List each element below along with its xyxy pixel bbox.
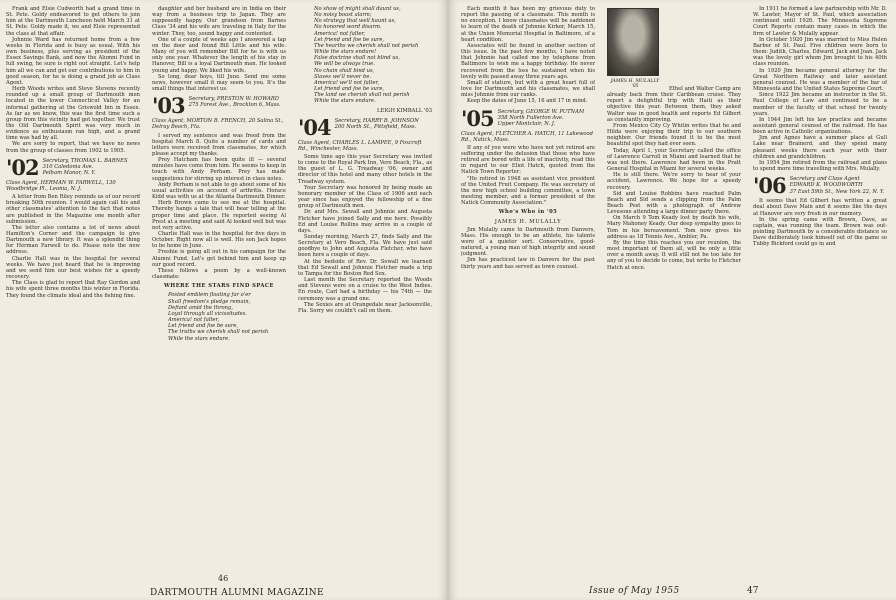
paragraph: Herb Woods writes and Steve Stevens recently rounded up a small group of Dartmouth men located in the lower Connecticut Valley for an informal gathering at the Griswold Inn in Essex. As far as we know, this was the first time such a group from this vicinity had got together. We trust the Old Dartmouth Spirit was very much in evidence as enthusiasm ran high, and a grand time was had by all. [6,86,140,142]
poem-line: The truths we cherish shall not perish [168,329,269,336]
paragraph: Each month it has been my grievous duty to report the passing of a classmate. This month is no exception. I know classmates will be saddened to learn of the death of Johnnie Kirker, March 15, at the Union Memorial Hospital in Baltimore, of a heart condition. [461,6,595,43]
paragraph: Keep the dates of June 15, 16 and 17 in mind. [467,98,588,105]
poem-line: America! not falter, [168,317,220,324]
paragraph: Ethel and Walter Camp are already back from their Caribbean cruise. They report a delightful trip with Haiti as their objective this year. Between them, they asked Walter was in good health and reports Ed Gilbert as constantly improving. [607,86,741,123]
secretary-name: Secretary, PRESTON W. HOWARD [188,96,279,103]
paragraph: Associates will be found in another section of this issue. In the past few months, I have noted that Johnnie had called me by telephone from Baltimore to wish me a happy birthday. He never recovered from the loss he sustained when his lovely wife passed away three years ago. [461,42,595,80]
paragraph: The letter also contains a lot of news about Hamilton's Corner and the campaign to give Dartmouth a new library. It was a splendid thing for Herman Farwell to do. Please note the new address. [6,224,140,256]
photo-caption: JAMES H. MULALLY '05 [610,79,660,89]
poem-line: We will be always true. [314,61,375,68]
poem-line: No chain shall bind us, [314,67,375,74]
paragraph: Your Secretary was honored by being made an honorary member of the Class of 1906 and each year since has enjoyed the fellowship of a fine group of Dartmouth men. [298,184,432,210]
secretary-name: Secretary, HARRY B. JOHNSON [334,117,419,124]
photo-block [607,6,741,89]
left-column-3 [298,6,432,566]
poem-line: America! not falter, [314,30,366,37]
class-agent: Class Agent, FLETCHER A. HATCH, 11 Lakewood Rd., Natick, Mass. [461,130,593,143]
paragraph: Johnnie Ward has returned home from a few weeks in Florida and is busy as usual. With his own business, plus serving as president of the Essex Savings Bank, and now the Alumni Fund in full swing, he sure is right out straight. Let's help him all we can and get our contributions to him in good season, for he is doing a grand job as Class Agent. [6,36,140,86]
paragraph: Freshie is going all out in his campaign for the Alumni Fund. Let's get behind him and keep up our good record. [152,249,286,268]
issue-date: Issue of May 1955 [589,586,680,596]
paragraph: Andy Perham is not able to go about some of his usual activities on account of arthritis. Horace Kidd was with us at the Atlanta Dartmouth Dinner. [152,181,286,201]
class-heading-1904 [298,114,432,140]
paragraph: "He retired in 1948 as assistant vice president of the United Fruit Company. He was secretary of the new high school building committee, a town meeting member, and a former president of the Natick Community Association." [461,175,595,207]
paragraph: In 1954 Jim retired from the railroad and plans to spend more time travelling with Mrs. Mulally. [753,159,887,173]
right-page [449,0,896,600]
paragraph: Jim Mulally came to Dartmouth from Danvers, Mass. His enough to be an athlete, his talents were of a quieter sort. Conservative, good-natured, a young man of high integrity and sound judgment. [461,226,595,258]
paragraph: Prey Hatcham has been quite ill — several minutes have come from him. He seems to keep in touch with Andy Perham. Prey has made suggestions for stirring up interest in class notes. [152,157,286,182]
secretary-address: Upper Montclair, N. J. [497,120,556,127]
paragraph: He is still there. We're sorry to hear of your accident, Lawrence. We hope for a speedy recovery. [607,172,741,191]
poem-line: Slaves we'll never be. [314,73,372,80]
paragraph: So long, dear boys, till June. Send me some news, however small it may seem to you. It's the small things that interest us. [152,73,286,93]
paragraph: Charlie Hall was in the hospital for several weeks. We have just heard that he is improving and we send him our best wishes for a speedy recovery. [6,255,140,281]
class-year: '03 [152,93,185,119]
class-year: '04 [298,114,331,140]
poem-line: Loyal through all vicissitudes. [168,310,247,317]
left-column-1 [6,6,140,566]
paragraph: Jim has practiced law in Danvers for the past thirty years and has served as town counsel. [461,257,595,270]
secretary-address: 358 North Fullerton Ave. [497,114,564,121]
paragraph: In the spring came with Brown, Dave, as captain, was running the team. Brown was out-pointing Dartmouth by a considerable distance so Dave deliberately took himself out of the game so Tubby Bickford could go in and [753,216,887,248]
poem-line: Shall freedom's pledge remain, [168,298,251,305]
left-column-2 [152,6,286,566]
paragraph: Last month the Secretary reported the Woods and Stevens were on a cruise to the West Indies. En route, Carl had a birthday — his 74th — the ceremony was a grand one. [298,277,432,302]
right-column-2 [607,6,741,566]
poem-line: Let friend and foe be sure, [314,36,385,43]
poem-line: The hearths we cherish shall not perish [314,42,419,49]
paragraph: It seems that Ed Gilbert has written a great deal about Dave Main and it seems like the days at Hanover are very fresh in our memory. [753,198,887,217]
poem-line: False doctrine shall not blind us, [314,55,400,62]
paragraph: Charlie Hall was in the hospital for five days in October. Right now all is well. His son Jack hopes to be home in June. [152,231,286,250]
whos-who-name: JAMES H. MULALLY [494,218,562,225]
poem-author: LEIGH KIMBALL '03 [377,107,432,114]
paragraph: Dr. and Mrs. Sewall and Johnnie and Augusta Fletcher have joined Sally and me here. Possibly Ed and Louise Rollins may arrive in a couple of days. [298,209,432,234]
poem-line: While the stars endure. [314,98,376,105]
class-agent: Class Agent, MORTON B. FRENCH, 20 Salina St., Delray Beach, Fla. [152,118,284,131]
paragraph: In 1911 he formed a law partnership with Mr. D. W. Lawler, Mayor of St. Paul, which association continued until 1926. The Minnesota Supreme Court Reports contain many cases in which the firm of Lawler & Mulally appear. [753,6,887,37]
secretary-address: 37 East 59th St., New York 22, N. Y. [789,188,885,195]
paragraph: If any of you were who have not yet retired are suffering under the delusion that those who have retired are bored with a life of inactivity, read this in regard to our Eliot Hatch, quoted from the Natick Town Reporter: [461,144,595,176]
page-number: 46 [218,574,229,583]
paragraph: A letter from Ben Riley reminds us of our record breaking 50th reunion. I would again call his and other classmates' attention to the fact that notes are published in the Magazine one month after submission. [6,194,140,225]
paragraph: Sid and Louise Robbins have reached Palm Beach and Sid sends a clipping from the Palm Beach Post with a photograph of Andrew Levesone attending a large dinner party there. [607,190,741,216]
paragraph: The Sexies are at Orangedale near Jacksonville, Fla. Sorry we couldn't call on them. [298,301,432,314]
paragraph: The Class is glad to report that Ray Gordon and his wife spent three months this winter in Florida. They found the climate ideal and the fishing fine. [6,280,140,299]
paragraph: Herb Brown came to see me at the hospital. Thereby hangs a tale that will bear telling at the proper time and place. He reported seeing Al Prest at a meeting and said Al looked well but was not very active. [152,200,286,231]
poem [168,292,286,341]
paragraph: I served my sentence and was freed from the hospital March 8. Quite a number of cards and letters were received from classmates, for which please accept my thanks. [152,132,286,157]
right-column-3 [753,6,887,566]
poem-line: No strategy that well haunt us, [314,18,396,25]
poem-line: While the stars endure! [314,49,377,56]
class-agent: Class Agent, CHARLES L. LAMPEE, 9 Foxcroft Rd., Winchester, Mass. [298,139,422,152]
secretary-address: 310 Caledonia Ave. [42,163,94,170]
paragraph: In 1920 Jim became general attorney for the Great Northern Railway and later assistant general counsel. He was a member of the bar of Minnesota and the United States Supreme Court. [753,67,887,93]
secretary-name: EDWARD K. WOODWORTH [789,182,863,189]
secretary-address: 200 North St., Pittsfield, Mass. [334,123,417,130]
class-heading-1902 [6,154,140,180]
paragraph: At the bedside of Rev. Dr. Sewall we learned that Ed Sewall and Johnnie Fletcher made a trip to Tampa for the Boston Red Sox. [298,258,432,277]
paragraph: daughter and her husband are in India on their way from a business trip to Japan. They are supposedly happy. Our grandson from Barnes Class '34 and his wife are traveling in Italy for the winter. They, too, sound happy and contented. [152,6,286,37]
page-number: 47 [747,586,759,596]
poem-line: No honored word disarm. [314,24,382,31]
paragraph: These follows a poem by a well-known classmate: [152,267,286,281]
poem-continued [314,6,432,105]
secretary-title: Secretary and Class Agent [789,176,860,183]
poem-line: Defiant amid the throng, [168,304,233,311]
poem-line: Let friend and foe be sure, [314,86,385,93]
paragraph: One of a couple of weeks ago I answered a tap on the door and found Bill Little and his wife. Many of you will remember Bill for he is with us only one year. Whatever the length of his stay in Hanover, Bill is a loyal Dartmouth man. He looked young and happy. We liked his wife. [152,36,286,74]
class-year: '02 [6,154,39,180]
paragraph: We are sorry to report, that we have no news from the group of classes from 1902 to 1905. [6,141,140,154]
secretary-name: Secretary, GEORGE W. PUTNAM [497,108,585,115]
paragraph: Since 1922 Jim became an instructor in the St. Paul College of Law and continued to be a member of the faculty of that school for twenty years. [753,92,887,117]
paragraph: Frank and Elsie Cudworth had a grand time in St. Pete. Goldy endeavored to get others to join him at the Dartmouth Luncheon held March 31 at St. Pete. Goldy made it, we and Elsie represented the class at that affair. [6,6,140,37]
class-year: '06 [753,173,786,199]
poem-title: WHERE THE STARS FIND SPACE [163,283,275,290]
class-heading-1906 [753,173,887,199]
whos-who-title: Who's Who in '05 [498,209,558,216]
portrait-photo [607,8,659,76]
right-column-1 [461,6,595,566]
paragraph: Sunday morning, March 27, finds Sally and the Secretary at Vero Beach, Fla. We have just said goodbye to John and Augusta Fletcher, who have been here a couple of days. [298,234,432,259]
poem-line: No show of might shall daunt us, [314,6,401,12]
paragraph: By the time this reaches you our reunion, the most important of them all, will be only a little over a month away. It will still not be too late for any of you to decide to come, but write to Fletcher Hatch at once. [607,239,741,271]
paragraph: Small of stature, but with a great heart full of love for Dartmouth and his classmates, we shall miss Johnnie from our ranks. [461,79,595,99]
class-heading-1903 [152,93,286,119]
secretary-address: 275 Forest Ave., Brockton 6, Mass. [188,102,281,109]
paragraph: On March 9 Tom Keady lost by death his wife, Mary Mahoney Keady. Our deep sympathy goes to Tom in his bereavement. Tom now gives his address as 18 Tennis Ave., Ambler, Pa. [607,215,741,240]
poem-line: The land we cherish shall not perish [314,92,410,99]
paragraph: In October 1920 Jim was married to Miss Helen Barber of St. Paul. Five children were born to them: Judith, Charles, Edward, Jack and Joan. Jack was the lovely girl whom Jim brought to his 40th class reunion. [753,36,887,68]
paragraph: Jim and Agnes have a summer place at Gull Lake near Brainerd, and they spend many pleasant weeks there each year with their children and grandchildren. [753,135,887,160]
class-agent: Class Agent, HERMAN W. FARWELL, 130 Woodbridge Pl., Leonia, N. J. [6,179,116,192]
left-page [0,0,447,600]
poem-line: Posted emblem floating far o'er [168,292,251,299]
poem-line: While the stars endure. [168,335,230,342]
paragraph: Today, April 1, your Secretary called the office of Lawrence Carroll in Miami and learned that he was not there. Lawrence had been in the Pratt General Hospital in Miami for several weeks. [607,147,741,173]
magazine-footer: DARTMOUTH ALUMNI MAGAZINE [150,588,324,598]
class-year: '05 [461,105,494,131]
poem-line: Let friend and foe be sure, [168,323,239,330]
paragraph: Some time ago this year Secretary was invited to come to the Royal Park Inn, Vero Beach, Fla., as the guest of L. G. Treadway '06, owner and director of this hotel and many other hotels in the Treadway system. [298,153,432,185]
paragraph: From Mexico City Cy Whitin writes that he and Hilda were enjoying their trip to our southern neighbor. Our friends found it to be the most beautiful spot they had ever seen. [607,122,741,148]
poem-line: America! we'll not falter, [314,79,380,86]
poem-line: No noisy boast alarm; [314,12,372,19]
class-heading-1905 [461,105,595,131]
secretary-address: Pelham Manor, N. Y. [42,170,96,177]
secretary-name: Secretary, THOMAS L. BARNES [42,157,128,164]
paragraph: In 1944 Jim left his law practice and became assistant general counsel of the railroad. He has been active in Catholic organizations. [753,116,887,136]
